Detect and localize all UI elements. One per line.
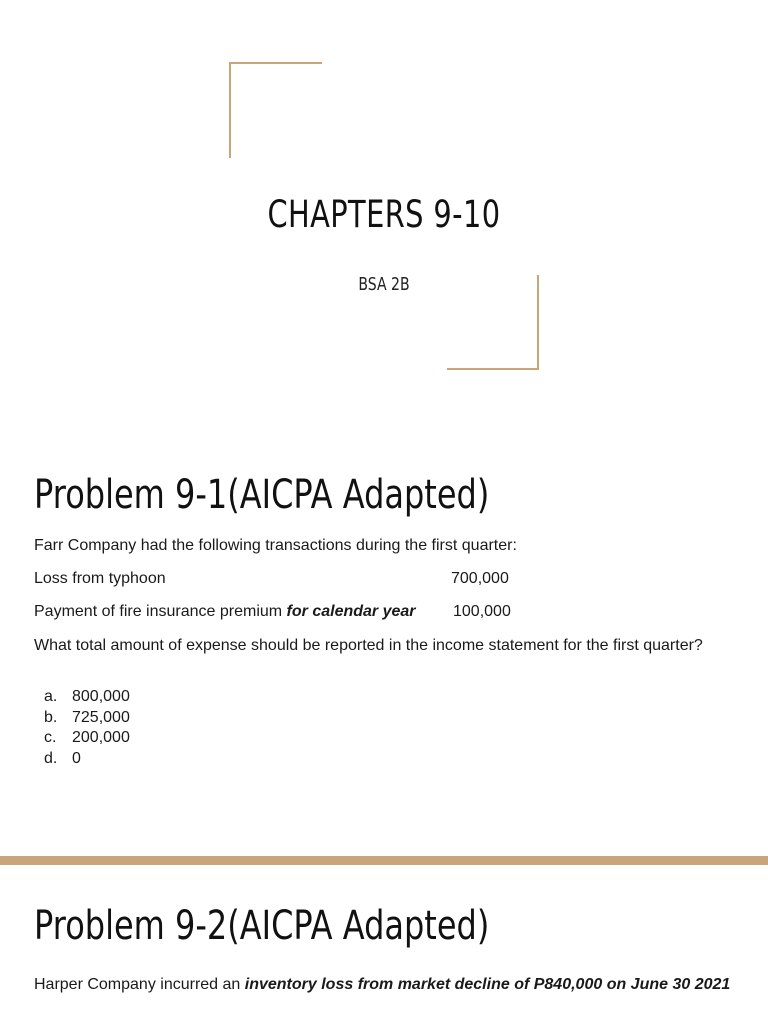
problem-2-slide <box>0 865 768 1024</box>
problem-1-slide <box>0 430 768 856</box>
presentation-title: CHAPTERS 9-10 <box>267 193 501 236</box>
choice-text: 725,000 <box>72 708 130 726</box>
choice-d <box>44 749 130 770</box>
problem-2-title: Problem 9-2(AICPA Adapted) <box>34 903 490 949</box>
item-insurance-amount: 100,000 <box>453 603 511 620</box>
slide-divider <box>0 856 768 865</box>
presentation-subtitle: BSA 2B <box>358 274 410 295</box>
problem-1-title: Problem 9-1(AICPA Adapted) <box>34 472 490 518</box>
choice-b <box>44 708 130 729</box>
choice-text: 800,000 <box>72 688 130 705</box>
choice-letter: d. <box>44 749 58 767</box>
problem-1-intro: Farr Company had the following transactions during the first quarter: <box>34 537 517 554</box>
problem-1-question: What total amount of expense should be reported in the income statement for the first quarter? <box>34 637 703 654</box>
choice-c <box>44 728 130 749</box>
choice-letter: c. <box>44 729 57 746</box>
choice-text: 200,000 <box>72 729 130 746</box>
corner-frame-bottom-right <box>447 275 539 370</box>
item-typhoon-amount: 700,000 <box>451 570 509 587</box>
item-typhoon-label: Loss from typhoon <box>34 570 166 587</box>
problem-2-text-emphasis: inventory loss from market decline of P840,000 on June 30 2021 <box>244 976 731 993</box>
problem-2-text <box>34 976 730 994</box>
item-insurance-text: Payment of fire insurance premium <box>34 603 287 620</box>
title-slide <box>0 0 768 430</box>
choice-letter: b. <box>44 708 58 726</box>
item-insurance-label <box>34 603 416 621</box>
choice-a <box>44 687 130 708</box>
corner-frame-top-left <box>229 62 322 158</box>
choice-text: 0 <box>72 749 81 767</box>
answer-choices <box>44 687 130 769</box>
choice-letter: a. <box>44 688 58 705</box>
item-insurance-emphasis: for calendar year <box>286 603 416 620</box>
problem-2-text-prefix: Harper Company incurred an <box>34 976 245 993</box>
